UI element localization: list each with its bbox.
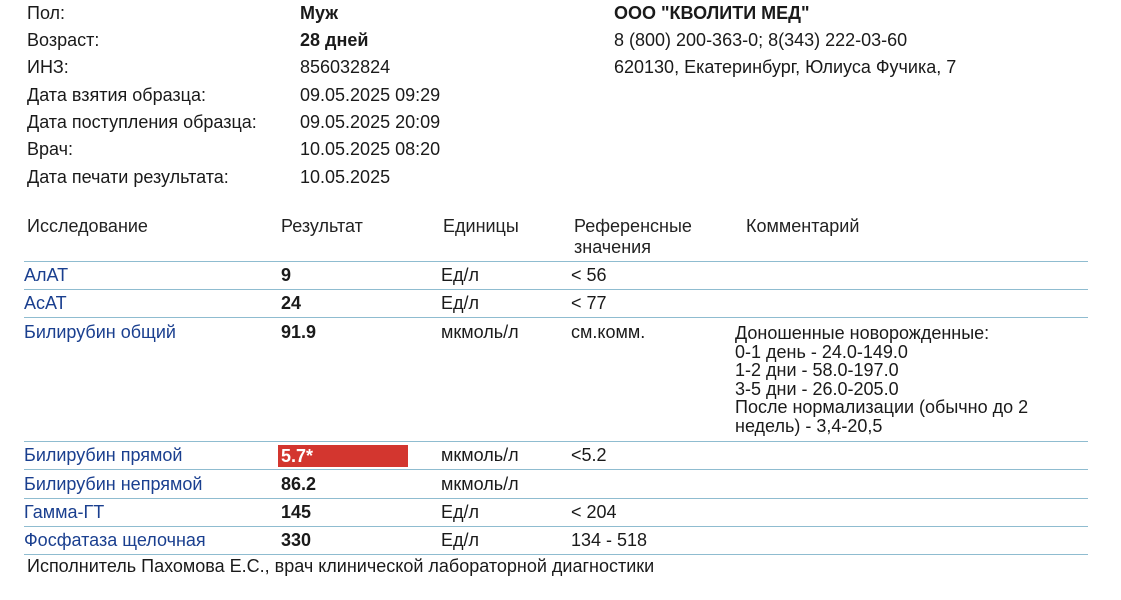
row-separator (24, 498, 1088, 499)
row-separator (24, 317, 1088, 318)
patient-inz-label: ИНЗ: (27, 57, 69, 77)
row-separator (24, 289, 1088, 290)
header-test: Исследование (27, 216, 148, 236)
print-date-label: Дата печати результата: (27, 167, 229, 187)
header-reference-line1: Референсные (574, 216, 692, 236)
header-units: Единицы (443, 216, 519, 236)
header-comment: Комментарий (746, 216, 860, 236)
test-result: 330 (281, 530, 312, 550)
patient-age-label: Возраст: (27, 30, 100, 50)
test-name: Билирубин общий (24, 322, 176, 342)
header-result: Результат (281, 216, 363, 236)
sample-taken-label: Дата взятия образца: (27, 85, 206, 105)
lab-address: 620130, Екатеринбург, Юлиуса Фучика, 7 (614, 57, 957, 77)
test-reference: см.комм. (571, 322, 646, 342)
doctor-label: Врач: (27, 139, 74, 159)
comment-line: 0-1 день - 24.0-149.0 (735, 341, 908, 362)
test-name: АсАТ (24, 293, 67, 313)
test-result: 91.9 (281, 322, 317, 342)
test-name: Билирубин прямой (24, 445, 183, 465)
header-reference (574, 216, 692, 258)
test-result: 24 (281, 293, 302, 313)
test-units: Ед/л (441, 265, 480, 285)
test-reference: < 204 (571, 502, 617, 522)
test-result: 145 (281, 502, 312, 522)
header-reference-line2: значения (574, 237, 651, 257)
doctor-value: 10.05.2025 08:20 (300, 139, 441, 159)
row-separator (24, 526, 1088, 527)
patient-inz-value: 856032824 (300, 57, 391, 77)
test-units: Ед/л (441, 530, 480, 550)
row-separator (24, 469, 1088, 470)
test-reference: < 56 (571, 265, 607, 285)
print-date-value: 10.05.2025 (300, 167, 391, 187)
sample-received-label: Дата поступления образца: (27, 112, 257, 132)
row-separator (24, 441, 1088, 442)
comment-line: недель) - 3,4-20,5 (735, 415, 883, 436)
row-separator (24, 261, 1088, 262)
comment-line: После нормализации (обычно до 2 (735, 397, 1029, 417)
test-result: 86.2 (281, 474, 317, 494)
test-units: Ед/л (441, 293, 480, 313)
patient-sex-label: Пол: (27, 3, 66, 23)
sample-received-value: 09.05.2025 20:09 (300, 112, 441, 132)
test-comment (735, 324, 1028, 435)
patient-sex-value: Муж (300, 3, 338, 23)
test-units: мкмоль/л (441, 322, 519, 342)
test-reference: 134 - 518 (571, 530, 648, 550)
test-name: Гамма-ГТ (24, 502, 105, 522)
comment-line: 3-5 дни - 26.0-205.0 (735, 378, 899, 399)
test-name: АлАТ (24, 265, 69, 285)
performer-note: Исполнитель Пахомова Е.С., врач клинической лабораторной диагностики (27, 556, 655, 576)
test-reference: <5.2 (571, 445, 607, 465)
sample-taken-value: 09.05.2025 09:29 (300, 85, 441, 105)
lab-phones: 8 (800) 200-363-0; 8(343) 222-03-60 (614, 30, 908, 50)
test-name: Билирубин непрямой (24, 474, 203, 494)
row-separator (24, 554, 1088, 555)
flagged-result: 5.7* (278, 445, 408, 467)
lab-name: ООО "КВОЛИТИ МЕД" (614, 3, 810, 23)
test-name: Фосфатаза щелочная (24, 530, 206, 550)
comment-line: 1-2 дни - 58.0-197.0 (735, 360, 899, 380)
test-units: мкмоль/л (441, 474, 519, 494)
test-units: мкмоль/л (441, 445, 519, 465)
test-reference: < 77 (571, 293, 607, 313)
test-units: Ед/л (441, 502, 480, 522)
comment-line: Доношенные новорожденные: (735, 323, 990, 343)
test-result: 9 (281, 265, 292, 285)
patient-age-value: 28 дней (300, 30, 369, 50)
